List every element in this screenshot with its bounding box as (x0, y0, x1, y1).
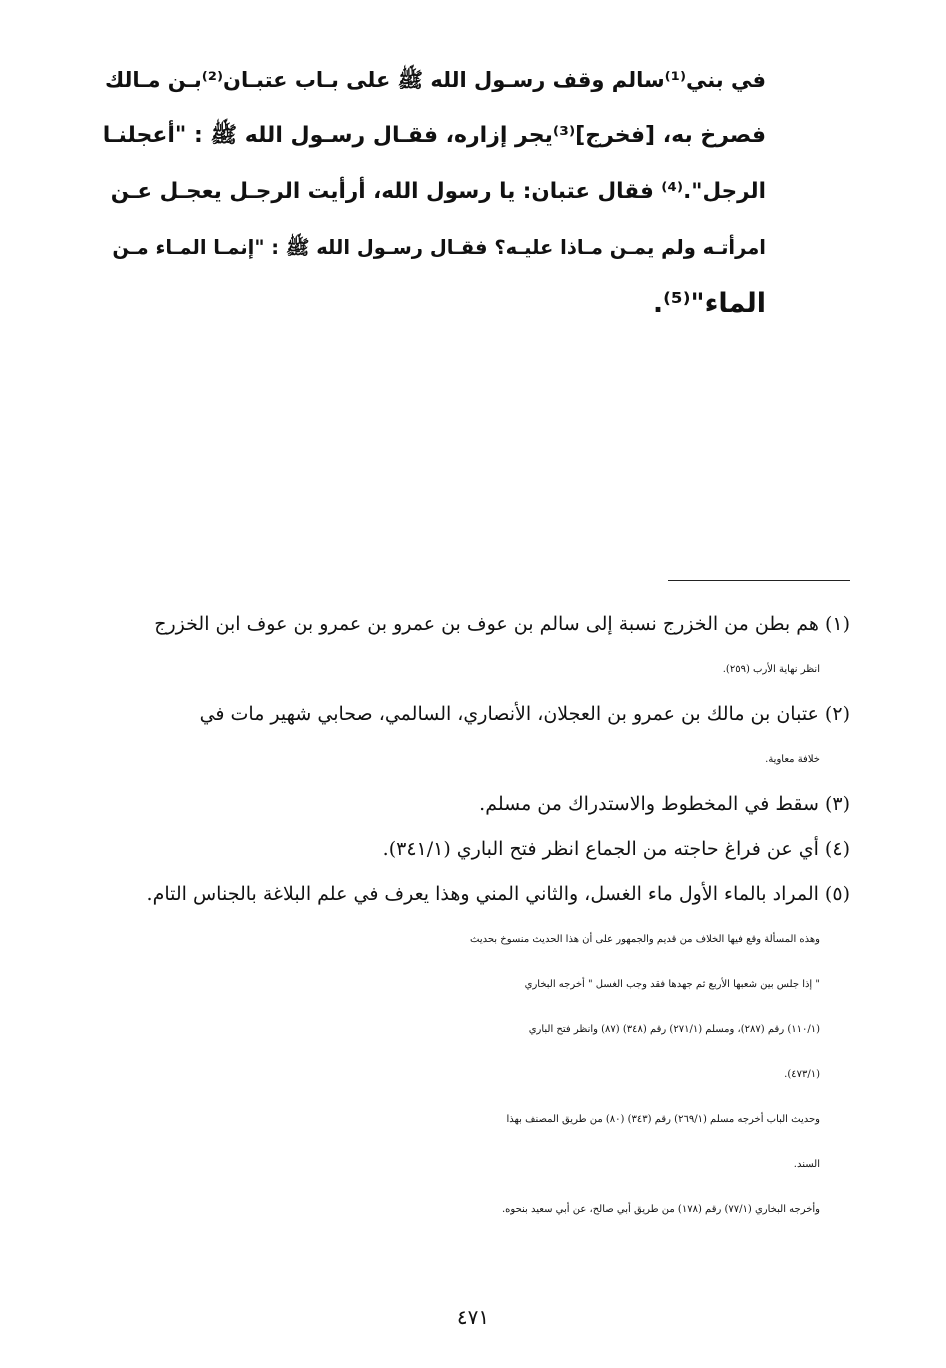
footnote-4 (106, 827, 850, 872)
main-text-line: امرأتـه ولم يمـن مـاذا عليـه؟ فقـال رسـول الله ﷺ : "إنمـا المـاء مـن (112, 236, 766, 259)
footnote-line: " إذا جلس بين شعبها الأربع ثم جهدها فقد وجب الغسل " أخرجه البخاري (524, 979, 820, 990)
footnote-line: (١) هم بطن من الخزرج نسبة إلى سالم بن عوف بن عمرو بن عمرو بن عوف ابن الخزرج (154, 613, 850, 635)
footnote-line: وهذه المسألة وقع فيها الخلاف من قديم والجمهور على أن هذا الحديث منسوخ بحديث (470, 934, 820, 945)
footnotes-section (106, 602, 850, 1232)
footnote-line: وأخرجه البخاري (٧٧/١) رقم (١٧٨) من طريق أبي صالح، عن أبي سعيد بنحوه. (501, 1204, 820, 1215)
footnote-line: خلافة معاوية. (765, 754, 820, 765)
main-text-block (100, 52, 766, 332)
footnote-line: (٢) عتبان بن مالك بن عمرو بن العجلان، الأنصاري، السالمي، صحابي شهير مات في (199, 703, 850, 725)
footnote-line: السند. (793, 1159, 820, 1170)
footnote-line: (٤٧٣/١). (784, 1069, 820, 1080)
footnote-line: انظر نهاية الأرب (٢٥٩). (722, 664, 820, 675)
main-text-line: الرجل".⁽⁴⁾ فقال عتبان: يا رسول الله، أرأيت الرجـل يعجـل عـن (110, 179, 766, 204)
footnote-1 (106, 602, 850, 692)
footnote-line: (٥) المراد بالماء الأول ماء الغسل، والثاني المني وهذا يعرف في علم البلاغة بالجناس التام. (146, 883, 850, 905)
footnote-line: (٣) سقط في المخطوط والاستدراك من مسلم. (479, 793, 850, 815)
footnote-separator (668, 580, 850, 581)
main-text-line: فصرخ به، [فخرج]⁽³⁾يجر إزاره، فقـال رسـول الله ﷺ : "أعجلنـا (102, 123, 766, 148)
footnote-3 (106, 782, 850, 827)
page-number: ٤٧١ (456, 1305, 490, 1329)
footnote-line: وحديث الباب أخرجه مسلم (٢٦٩/١) رقم (٣٤٣) (٨٠) من طريق المصنف بهذا (506, 1114, 820, 1125)
footnote-2 (106, 692, 850, 782)
footnote-5 (106, 872, 850, 1232)
footnote-line: (٤) أي عن فراغ حاجته من الجماع انظر فتح الباري (٣٤١/١). (382, 838, 850, 860)
main-text-line: الماء"⁽⁵⁾. (652, 288, 766, 319)
main-text-line: في بني⁽¹⁾سالم وقف رسـول الله ﷺ على بـاب عتبـان⁽²⁾بـن مـالك (104, 68, 766, 92)
footnote-line: (١١٠/١) رقم (٢٨٧)، ومسلم (٢٧١/١) رقم (٣٤٨) (٨٧) وانظر فتح الباري (528, 1024, 820, 1035)
